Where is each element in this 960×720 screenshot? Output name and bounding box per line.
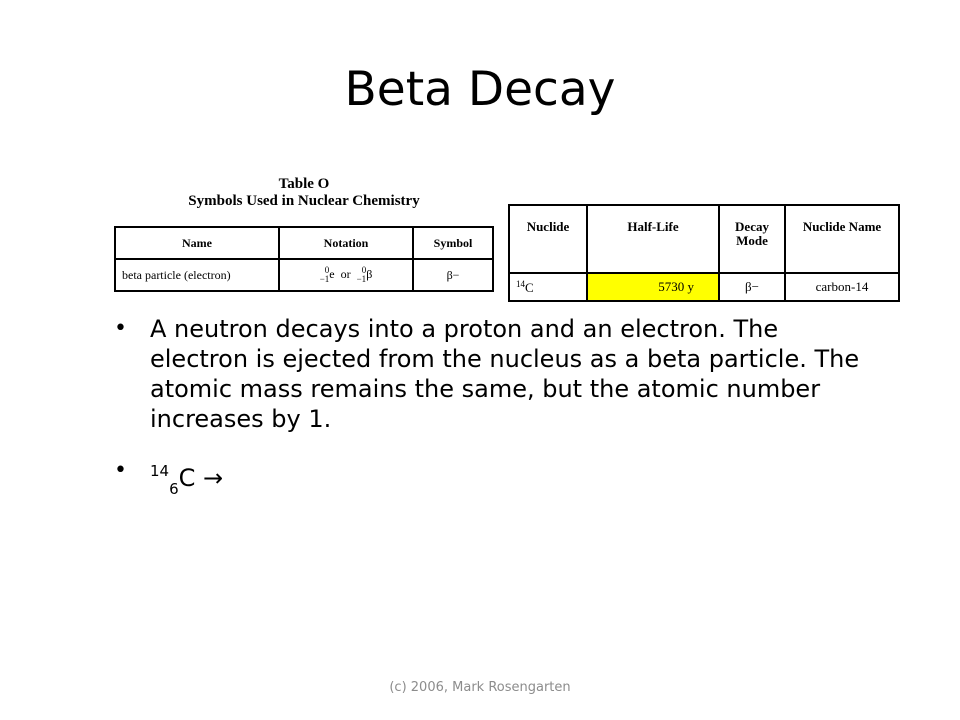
- nuclide-header-half-life: Half-Life: [587, 205, 719, 273]
- bullet-icon: •: [114, 458, 127, 483]
- table-o-header-name: Name: [115, 227, 279, 259]
- list-item: [114, 456, 874, 504]
- nuclide-header-nuclide: Nuclide: [509, 205, 587, 273]
- table-row: [115, 259, 493, 291]
- nuclide-cell-nuclide: [509, 273, 587, 301]
- table-o-cell-name: beta particle (electron): [115, 259, 279, 291]
- table-o-caption: [114, 176, 494, 210]
- list-item: [114, 314, 874, 434]
- equation-symbol: C: [178, 464, 196, 492]
- table-o-cell-symbol: β−: [413, 259, 493, 291]
- notation-or: or: [340, 266, 351, 281]
- notation-atomic-2: −1: [356, 274, 367, 284]
- nuclide-table: [508, 204, 900, 302]
- bullet-list: [114, 314, 874, 526]
- bullet-text: A neutron decays into a proton and an electron. The electron is ejected from the nucleus as a beta particle. The atomic mass remains the same, but the atomic number increases by 1.: [150, 315, 860, 433]
- table-o-caption-line2: Symbols Used in Nuclear Chemistry: [188, 193, 420, 209]
- nuclide-cell-name: carbon-14: [785, 273, 899, 301]
- footer-copyright: (c) 2006, Mark Rosengarten: [389, 680, 571, 695]
- table-o-caption-line1: Table O: [278, 176, 330, 192]
- nuclide-header-name: Nuclide Name: [785, 205, 899, 273]
- table-o-cell-notation: [279, 259, 413, 291]
- table-o-header-row: [115, 227, 493, 259]
- table-o-header-symbol: Symbol: [413, 227, 493, 259]
- table-o: [114, 226, 494, 292]
- slide-title: Beta Decay: [344, 62, 616, 117]
- nuclide-cell-half-life: 5730 y: [587, 273, 719, 301]
- nuclide-mass-number: 14: [516, 278, 525, 289]
- equation-mass-number: 14: [150, 462, 170, 480]
- notation-symbol-1: e: [329, 266, 335, 281]
- decay-equation: [150, 462, 224, 498]
- table-o-header-notation: Notation: [279, 227, 413, 259]
- bullet-icon: •: [114, 316, 127, 341]
- notation-mass-2: 0: [361, 265, 367, 275]
- nuclide-cell-decay-mode: β−: [719, 273, 785, 301]
- nuclide-symbol: C: [525, 279, 534, 295]
- nuclide-header-decay-mode: Decay Mode: [719, 205, 785, 273]
- notation-symbol-2: β: [366, 266, 373, 281]
- notation-indices-2: [357, 266, 367, 284]
- equation-atomic-number: 6: [169, 480, 179, 498]
- notation-mass-1: 0: [324, 265, 330, 275]
- nuclide-table-header-row: [509, 205, 899, 273]
- arrow-icon: →: [203, 464, 224, 492]
- table-row: [509, 273, 899, 301]
- notation-indices-1: [320, 266, 330, 284]
- notation-atomic-1: −1: [319, 274, 330, 284]
